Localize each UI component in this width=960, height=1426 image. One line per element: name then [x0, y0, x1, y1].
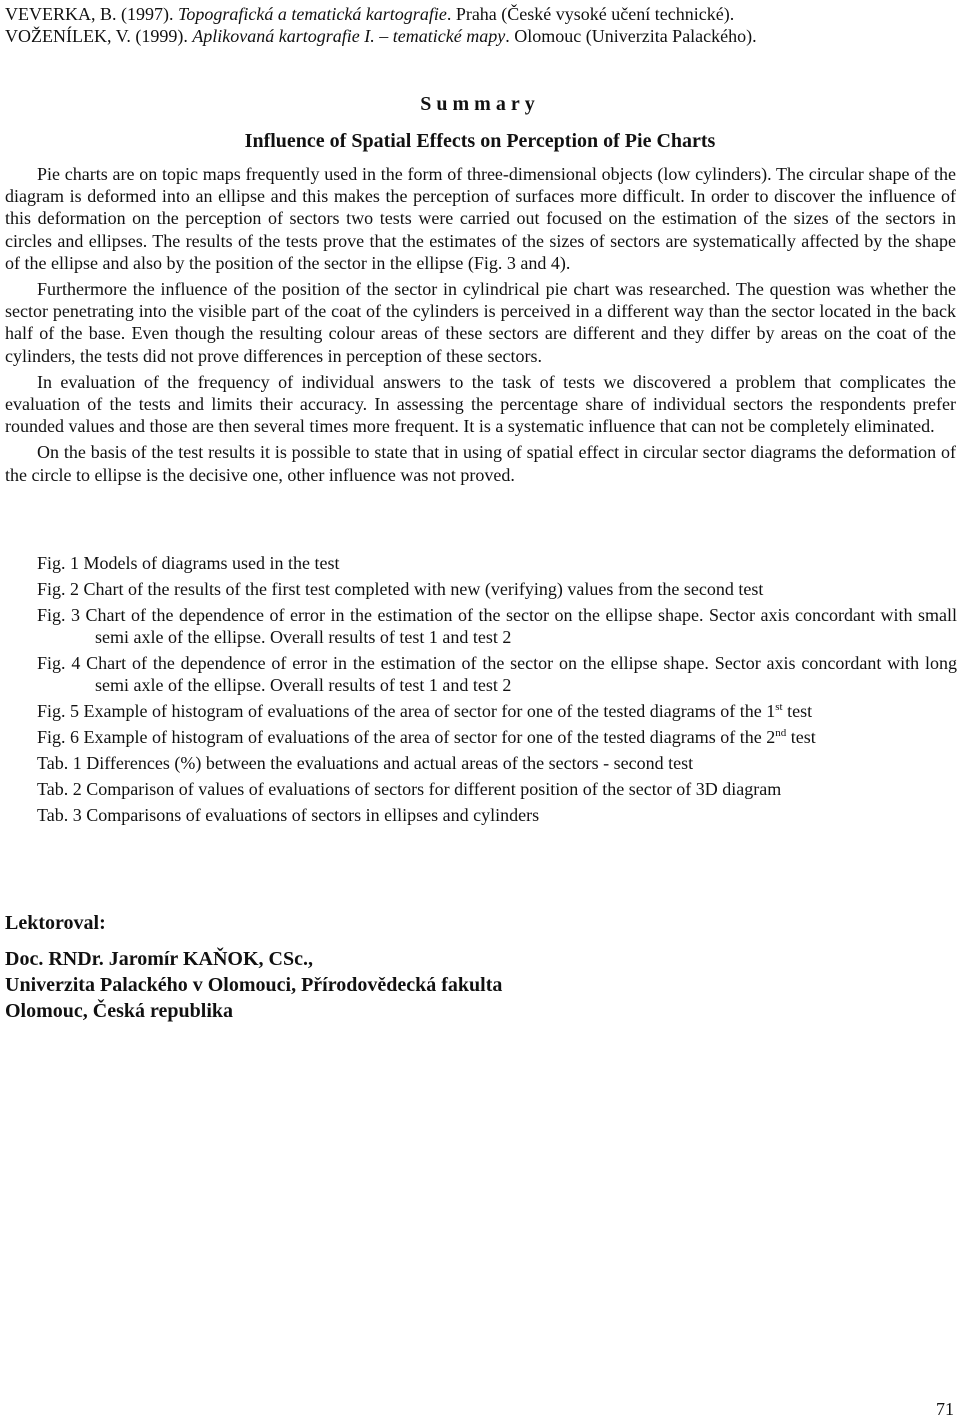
- table-caption: Tab. 1 Differences (%) between the evaluations and actual areas of the sectors - second test: [37, 753, 694, 773]
- summary-title: Influence of Spatial Effects on Perception of Pie Charts: [244, 130, 716, 152]
- summary-paragraph: Pie charts are on topic maps frequently used in the form of three-dimensional objects (low cylinders). The circular shape of the diagram is deformed into an ellipse and this makes the perception of surfaces more difficult. In order to discover the influence of this deformation on the perception of sectors two tests were carried out focused on the estimation of the sizes of the sectors in circles and ellipses. The results of the tests prove that the estimates of the sizes of sectors are systematically affected by the shape of the ellipse and also by the position of the sector in the ellipse (Fig. 3 and 4).: [5, 164, 956, 273]
- reviewer-name: Doc. RNDr. Jaromír KAŇOK, CSc.,: [5, 948, 313, 970]
- figure-caption: Fig. 5 Example of histogram of evaluations of the area of sector for one of the tested diagrams of the 1st test: [37, 701, 813, 721]
- figure-caption: Fig. 6 Example of histogram of evaluations of the area of sector for one of the tested diagrams of the 2nd test: [37, 727, 816, 747]
- reviewer-affiliation: Univerzita Palackého v Olomouci, Přírodovědecká fakulta: [5, 974, 503, 996]
- summary-paragraph: Furthermore the influence of the position of the sector in cylindrical pie chart was researched. The question was whether the sector penetrating into the visible part of the coat of the cylinders is perceived in a different way than the sector located in the back half of the base. Even though the resulting colour areas of these sectors are different and they differ by areas on the coat of the cylinders, the tests did not prove differences in perception of these sectors.: [5, 279, 956, 366]
- figure-captions-list: [37, 552, 957, 830]
- references-list: [5, 3, 955, 47]
- reviewer-location: Olomouc, Česká republika: [5, 1000, 233, 1022]
- figure-caption: Fig. 4 Chart of the dependence of error in the estimation of the sector on the ellipse shape. Sector axis concordant with long semi axle of the ellipse. Overall results of test 1 and test 2: [37, 653, 957, 695]
- summary-heading: Summary: [420, 93, 540, 115]
- summary-body: [5, 163, 956, 490]
- summary-paragraph: In evaluation of the frequency of individual answers to the task of tests we discovered a problem that complicates the evaluation of the tests and limits their accuracy. In assessing the percentage share of individual sectors the respondents prefer rounded values and those are then several times more frequent. It is a systematic influence that can not be completely eliminated.: [5, 371, 956, 437]
- reviewer-block: [5, 910, 905, 1024]
- figure-caption: Fig. 2 Chart of the results of the first test completed with new (verifying) values from the second test: [37, 579, 764, 599]
- reference-entry: VOŽENÍLEK, V. (1999). Aplikovaná kartografie I. – tematické mapy. Olomouc (Univerzita Palackého).: [5, 26, 757, 46]
- table-caption: Tab. 3 Comparisons of evaluations of sectors in ellipses and cylinders: [37, 805, 540, 825]
- summary-paragraph: On the basis of the test results it is possible to state that in using of spatial effect in circular sector diagrams the deformation of the circle to ellipse is the decisive one, other influence was not proved.: [5, 442, 956, 485]
- page-number: 71: [936, 1399, 954, 1419]
- figure-caption: Fig. 1 Models of diagrams used in the test: [37, 553, 340, 573]
- figure-caption: Fig. 3 Chart of the dependence of error in the estimation of the sector on the ellipse shape. Sector axis concordant with small semi axle of the ellipse. Overall results of test 1 and test 2: [37, 605, 957, 647]
- reference-entry: VEVERKA, B. (1997). Topografická a tematická kartografie. Praha (České vysoké učení technické).: [5, 4, 735, 24]
- table-caption: Tab. 2 Comparison of values of evaluations of sectors for different position of the sector of 3D diagram: [37, 779, 782, 799]
- reviewer-label: Lektoroval:: [5, 912, 106, 934]
